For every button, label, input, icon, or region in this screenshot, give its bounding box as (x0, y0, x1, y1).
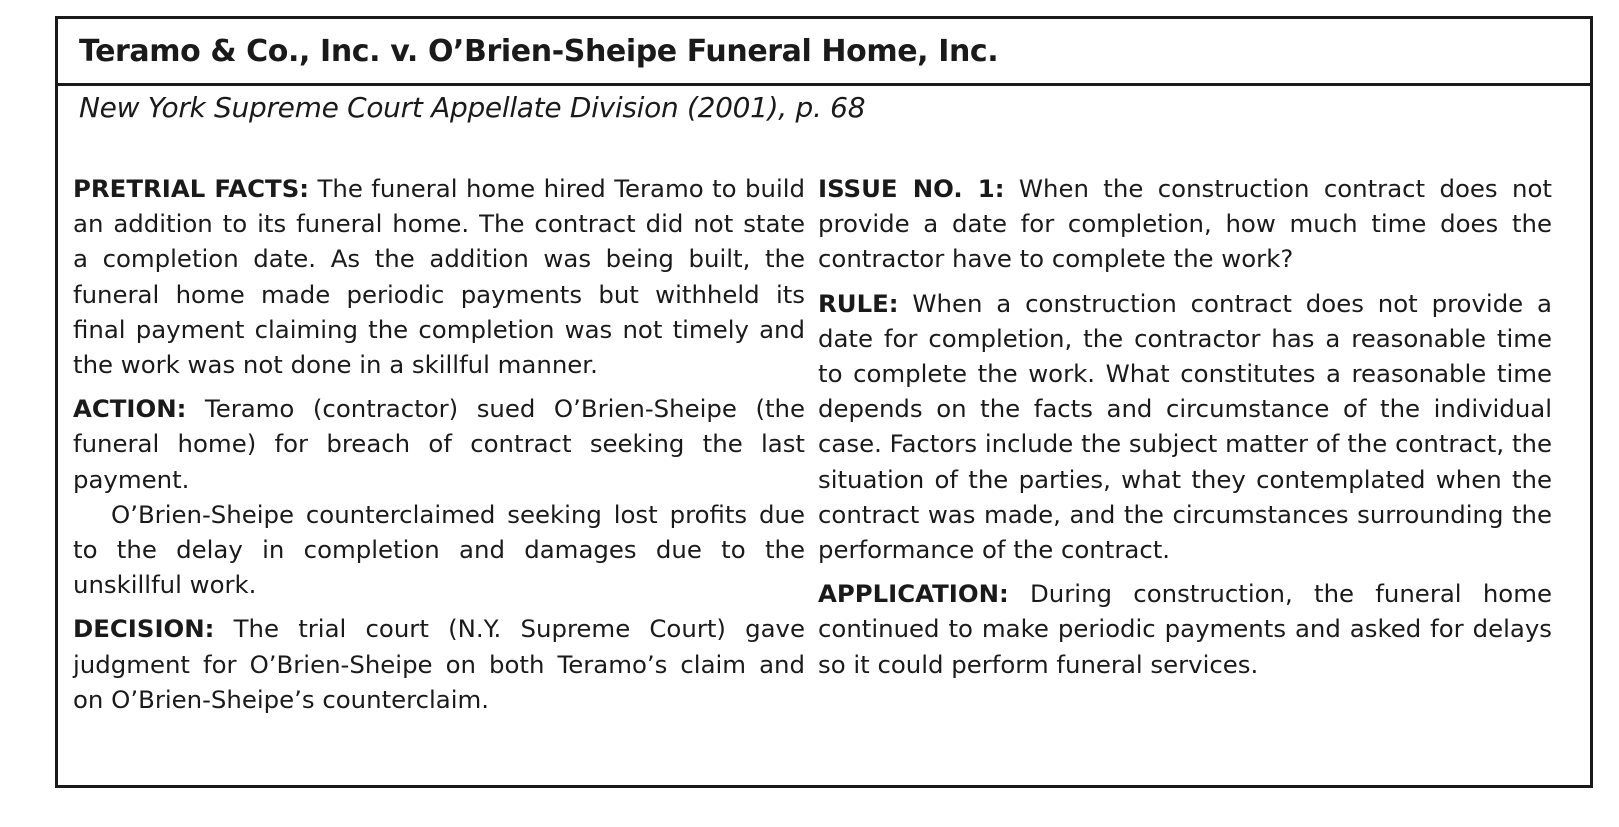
action-paragraph (73, 391, 805, 497)
decision-paragraph (73, 611, 805, 717)
counterclaim-paragraph (73, 497, 805, 603)
counterclaim-text: O’Brien-Sheipe counterclaimed seeking lost profits due to the delay in completion and damages due to the unskillful work. (73, 499, 805, 600)
decision-label: DECISION: (73, 614, 215, 644)
action-label: ACTION: (73, 394, 187, 424)
case-citation: New York Supreme Court Appellate Division (2001), p. 68 (79, 91, 866, 124)
rule-text: When a construction contract does not provide a date for completion, the contractor has a reasonable time to complete the work. What constitutes a reasonable time depends on the facts and circumstance of the individual case. Factors include the subject matter of the contract, the situation of the parties, what they contemplated when the contract was made, and the circumstances surrounding the performance of the contract. (818, 288, 1552, 565)
case-summary-box (55, 16, 1593, 788)
application-paragraph (818, 576, 1552, 682)
application-label: APPLICATION: (818, 579, 1009, 609)
right-column (818, 171, 1552, 691)
issue-paragraph (818, 171, 1552, 277)
action-text: Teramo (contractor) sued O’Brien-Sheipe (the funeral home) for breach of contract seeking the last payment. (73, 394, 805, 494)
rule-label: RULE: (818, 288, 899, 318)
left-column (73, 171, 805, 726)
issue-label: ISSUE NO. 1: (818, 174, 1005, 203)
rule-paragraph (818, 286, 1552, 568)
case-title: Teramo & Co., Inc. v. O’Brien-Sheipe Funeral Home, Inc. (79, 33, 999, 69)
pretrial-facts-paragraph (73, 171, 805, 382)
issue-text: When the construction contract does not provide a date for completion, how much time does the contractor have to complete the work? (818, 174, 1552, 274)
application-text: During construction, the funeral home continued to make periodic payments and asked for delays so it could perform funeral services. (818, 579, 1552, 679)
case-title-bar (58, 19, 1590, 86)
pretrial-facts-label: PRETRIAL FACTS: (73, 174, 310, 203)
decision-text: The trial court (N.Y. Supreme Court) gave judgment for O’Brien-Sheipe on both Teramo’s claim and on O’Brien-Sheipe’s counterclaim. (73, 614, 805, 714)
pretrial-facts-text: The funeral home hired Teramo to build an addition to its funeral home. The contract did not state a completion date. As the addition was being built, the funeral home made periodic payments but withheld its final payment claiming the completion was not timely and the work was not done in a skillful manner. (73, 174, 805, 380)
